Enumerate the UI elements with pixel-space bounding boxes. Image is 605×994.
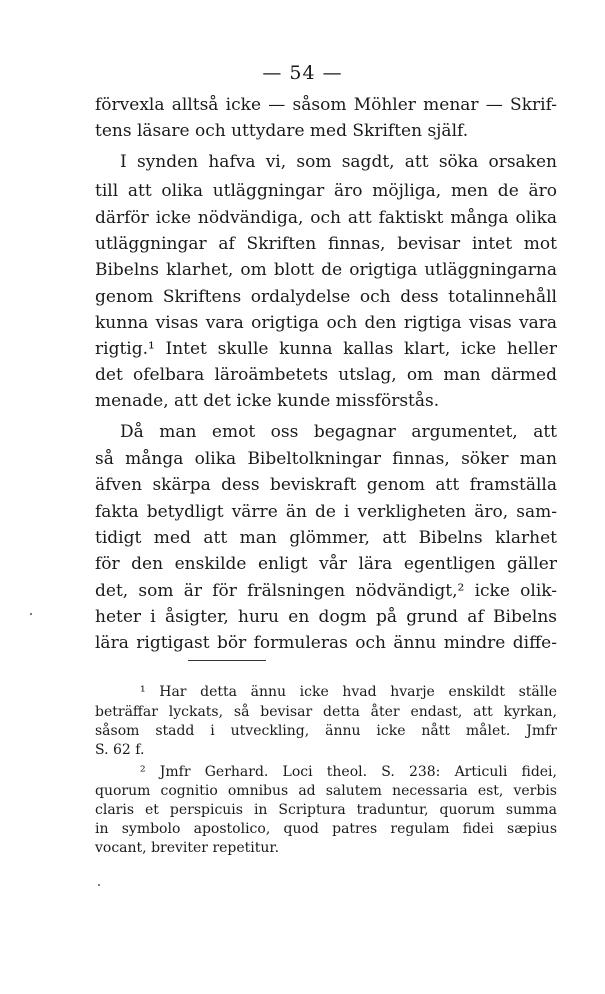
body-line: det ofelbara läroämbetets utslag, om man därmed <box>95 365 557 385</box>
body-line: förvexla alltså icke — såsom Möhler menar — Skrif- <box>95 95 557 115</box>
footnote-line: ¹ Har detta ännu icke hvad hvarje enskildt ställe <box>140 684 557 700</box>
scan-speck <box>98 884 100 886</box>
scan-speck <box>30 613 32 615</box>
footnote-line: ² Jmfr Gerhard. Loci theol. S. 238: Articuli fidei, <box>140 764 557 780</box>
footnote-separator <box>188 660 266 661</box>
body-line: för den enskilde enligt vår lära egentligen gäller <box>95 554 557 574</box>
footnote-line: in symbolo apostolico, quod patres regulam fidei sæpius <box>95 821 557 837</box>
body-line: tidigt med att man glömmer, att Bibelns klarhet <box>95 528 557 548</box>
body-line: fakta betydligt värre än de i verkligheten äro, sam- <box>95 502 557 522</box>
body-line: äfven skärpa dess beviskraft genom att framställa <box>95 475 557 495</box>
footnote-line: såsom stadd i utveckling, ännu icke nått målet. Jmfr <box>95 723 557 739</box>
body-line: rigtig.¹ Intet skulle kunna kallas klart, icke heller <box>95 339 557 359</box>
body-line: tens läsare och uttydare med Skriften själf. <box>95 121 469 141</box>
body-line: Bibelns klarhet, om blott de origtiga utläggningarna <box>95 260 557 280</box>
body-line: till att olika utläggningar äro möjliga, men de äro <box>95 181 557 201</box>
body-line: genom Skriftens ordalydelse och dess totalinnehåll <box>95 287 557 307</box>
footnote-line: vocant, breviter repetitur. <box>95 840 280 856</box>
body-line: heter i åsigter, huru en dogm på grund af Bibelns <box>95 607 557 627</box>
body-line: det, som är för frälsningen nödvändigt,² icke olik- <box>95 581 557 601</box>
footnote-line: claris et perspicuis in Scriptura traduntur, quorum summa <box>95 802 557 818</box>
body-line: Då man emot oss begagnar argumentet, att <box>120 422 557 442</box>
page-number: — 54 — <box>262 62 343 84</box>
footnote-line: S. 62 f. <box>95 742 145 758</box>
footnote-line: quorum cognitio omnibus ad salutem necessaria est, verbis <box>95 783 557 799</box>
body-line: lära rigtigast bör formuleras och ännu mindre diffe- <box>95 633 557 653</box>
body-line: kunna visas vara origtiga och den rigtiga visas vara <box>95 313 557 333</box>
body-line: utläggningar af Skriften finnas, bevisar intet mot <box>95 234 557 254</box>
body-line: I synden hafva vi, som sagdt, att söka orsaken <box>120 152 557 172</box>
footnote-line: beträffar lyckats, så bevisar detta åter endast, att kyrkan, <box>95 704 557 720</box>
body-line: så många olika Bibeltolkningar finnas, söker man <box>95 449 557 469</box>
body-line: menade, att det icke kunde missförstås. <box>95 391 440 411</box>
body-line: därför icke nödvändiga, och att faktiskt många olika <box>95 208 557 228</box>
